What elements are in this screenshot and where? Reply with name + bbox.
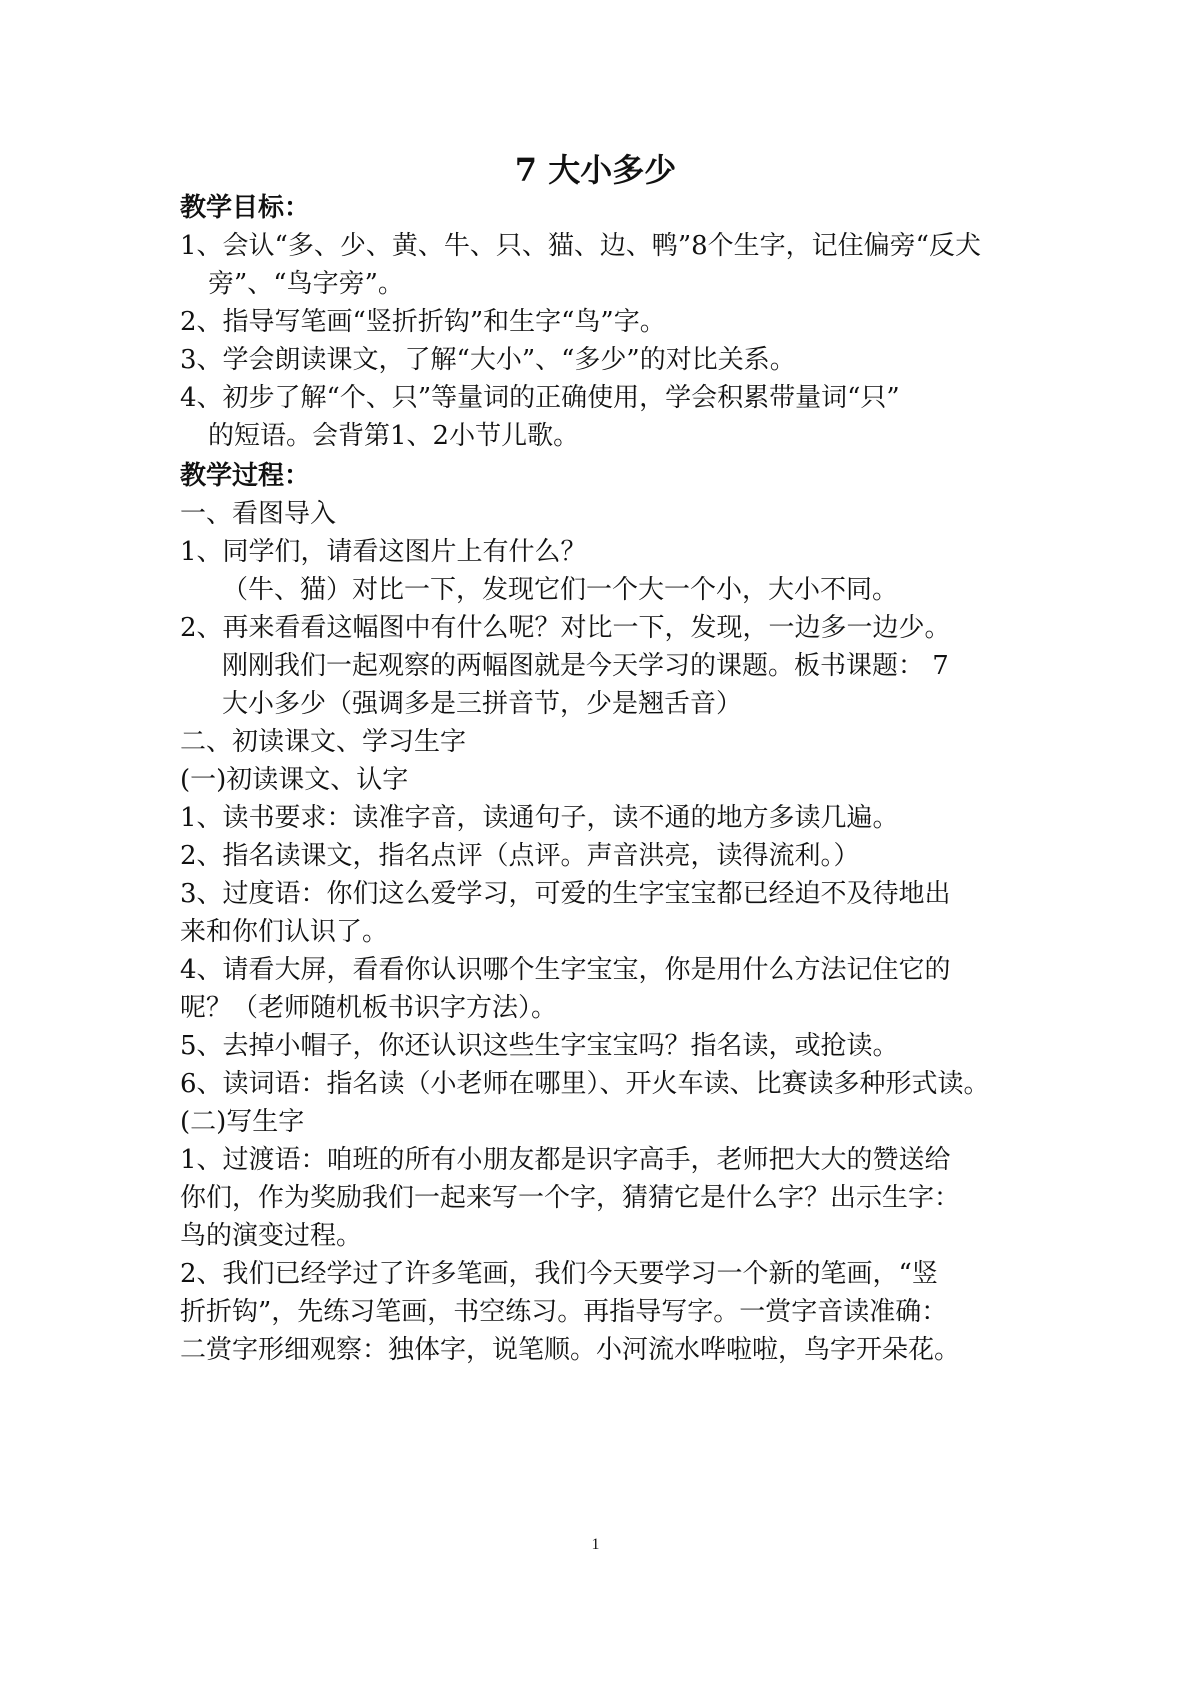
text-line: 5、去掉小帽子，你还认识这些生字宝宝吗？指名读，或抢读。 bbox=[180, 1031, 899, 1061]
page-number: 1 bbox=[591, 1536, 600, 1553]
text-line: 你们，作为奖励我们一起来写一个字，猜猜它是什么字？出示生字： bbox=[180, 1183, 961, 1213]
text-line: 二、初读课文、学习生字 bbox=[180, 727, 467, 757]
text-line: 来和你们认识了。 bbox=[180, 917, 389, 947]
text-line: 4、初步了解“个、只”等量词的正确使用，学会积累带量词“只” bbox=[180, 383, 900, 413]
text-line: 4、请看大屏，看看你认识哪个生字宝宝，你是用什么方法记住它的 bbox=[180, 955, 951, 985]
text-line: 折折钩”，先练习笔画，书空练习。再指导写字。一赏字音读准确： bbox=[180, 1297, 948, 1327]
text-line: 3、过度语：你们这么爱学习，可爱的生字宝宝都已经迫不及待地出 bbox=[180, 879, 951, 909]
text-line: (二)写生字 bbox=[180, 1107, 305, 1137]
text-line: 呢？（老师随机板书识字方法）。 bbox=[180, 993, 558, 1023]
text-line: 刚刚我们一起观察的两幅图就是今天学习的课题。板书课题： 7 bbox=[222, 651, 949, 681]
text-line: 大小多少（强调多是三拼音节，少是翘舌音） bbox=[222, 689, 743, 719]
text-line: 2、我们已经学过了许多笔画，我们今天要学习一个新的笔画，“竖 bbox=[180, 1259, 938, 1289]
text-line: 1、读书要求：读准字音，读通句子，读不通的地方多读几遍。 bbox=[180, 803, 899, 833]
text-line: 旁”、“鸟字旁”。 bbox=[208, 269, 404, 299]
text-line: 6、读词语：指名读（小老师在哪里）、开火车读、比赛读多种形式读。 bbox=[180, 1069, 990, 1099]
page-title: 7 大小多少 bbox=[514, 151, 677, 189]
text-line: 的短语。会背第1、2小节儿歌。 bbox=[208, 421, 580, 451]
text-line: 2、指名读课文，指名点评（点评。声音洪亮，读得流利。） bbox=[180, 841, 860, 871]
text-line: 2、指导写笔画“竖折折钩”和生字“鸟”字。 bbox=[180, 307, 666, 337]
text-line: 1、过渡语：咱班的所有小朋友都是识字高手，老师把大大的赞送给 bbox=[180, 1145, 951, 1175]
text-line: (一)初读课文、认字 bbox=[180, 765, 409, 795]
text-line: （牛、猫）对比一下，发现它们一个大一个小，大小不同。 bbox=[222, 575, 899, 605]
text-line: 2、再来看看这幅图中有什么呢？对比一下，发现，一边多一边少。 bbox=[180, 613, 951, 643]
text-line: 鸟的演变过程。 bbox=[180, 1221, 363, 1251]
text-line: 二赏字形细观察：独体字，说笔顺。小河流水哗啦啦，鸟字开朵花。 bbox=[180, 1335, 961, 1365]
section-heading-process: 教学过程： bbox=[180, 461, 311, 491]
text-line: 1、会认“多、少、黄、牛、只、猫、边、鸭”8个生字，记住偏旁“反犬 bbox=[180, 231, 981, 261]
section-heading-objectives: 教学目标： bbox=[180, 193, 311, 223]
text-line: 一、看图导入 bbox=[180, 499, 337, 529]
text-line: 1、同学们，请看这图片上有什么？ bbox=[180, 537, 587, 567]
text-line: 3、学会朗读课文，了解“大小”、“多少”的对比关系。 bbox=[180, 345, 796, 375]
